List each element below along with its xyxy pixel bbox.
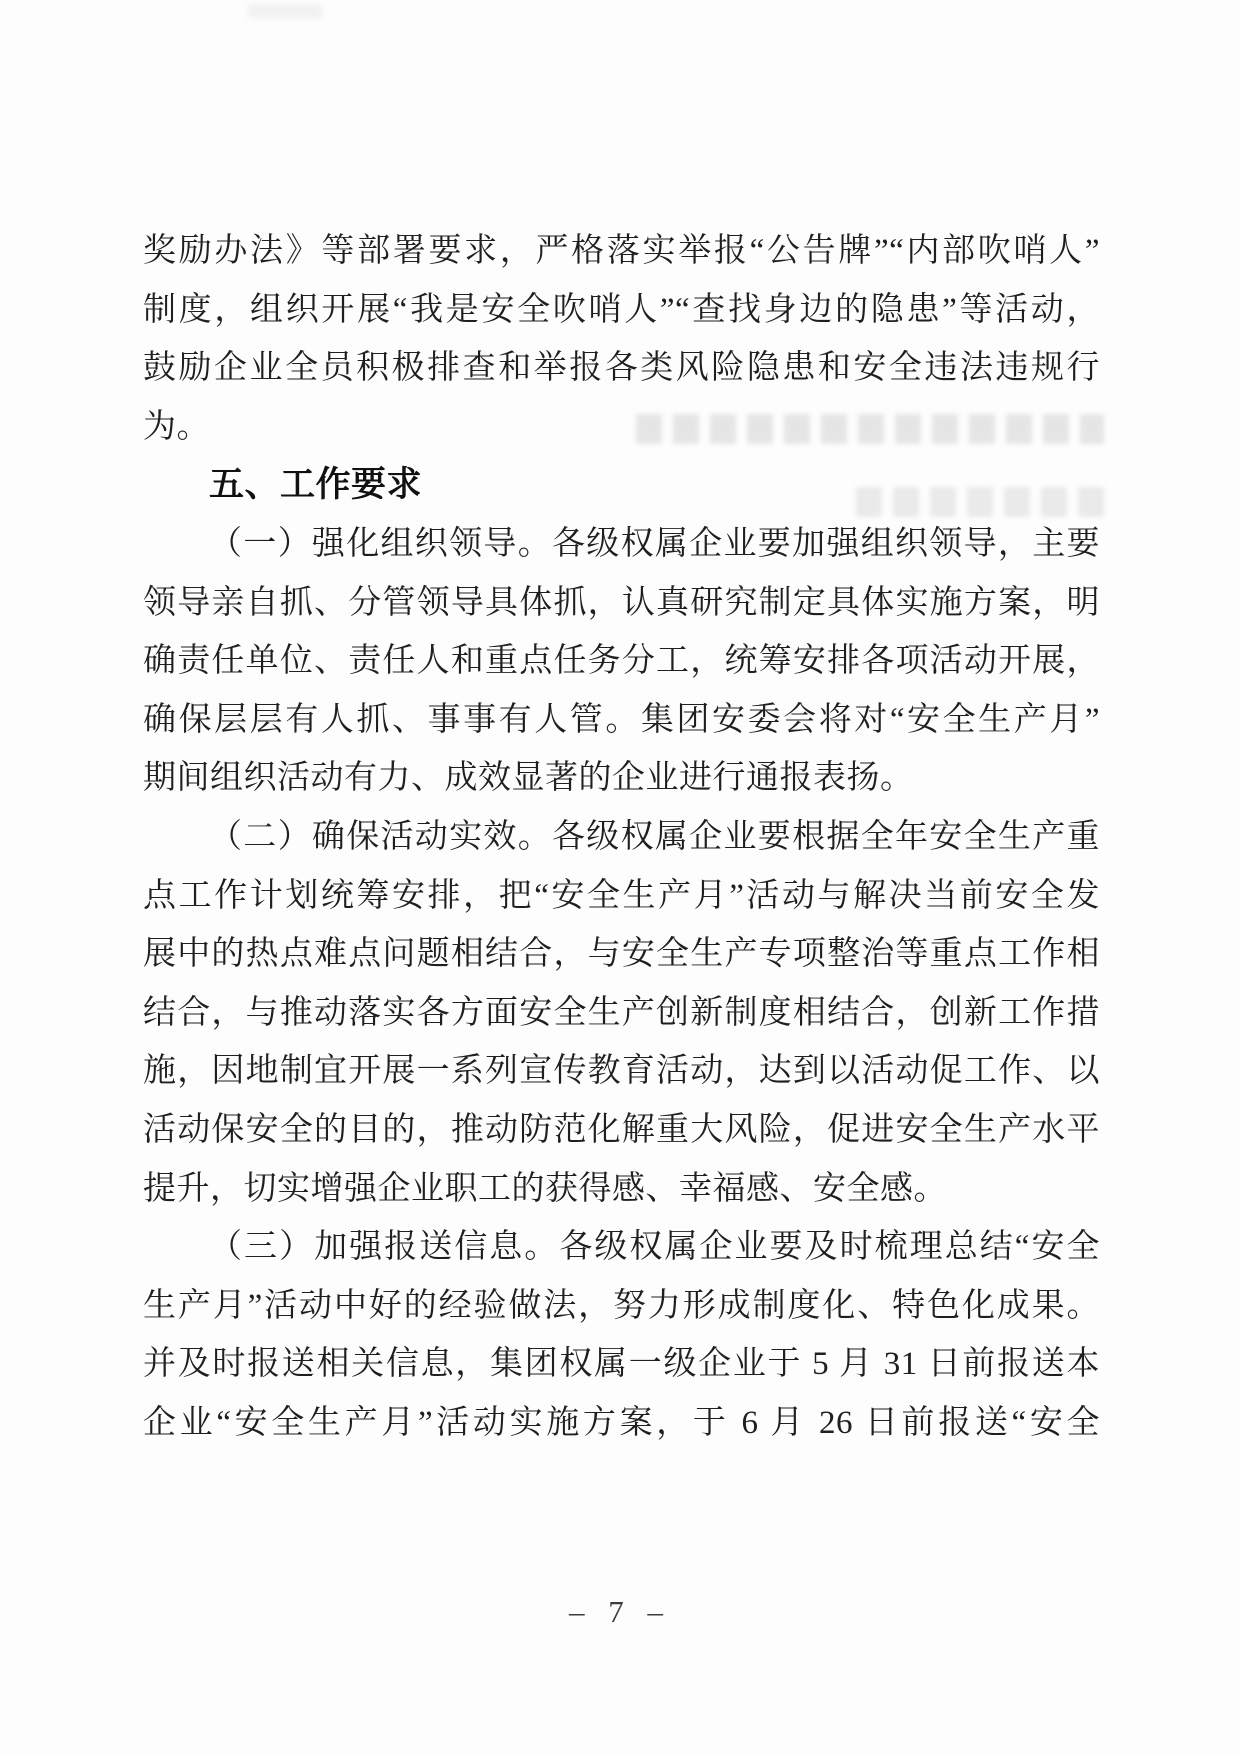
text-line: 结合，与推动落实各方面安全生产创新制度相结合，创新工作措 bbox=[143, 994, 1100, 1031]
text-line: 奖励办法》等部署要求，严格落实举报“公告牌”“内部吹哨人” bbox=[143, 233, 1100, 269]
text-line: （二）确保活动实效。各级权属企业要根据全年安全生产重 bbox=[209, 818, 1100, 855]
text-line: 点工作计划统筹安排，把“安全生产月”活动与解决当前安全发 bbox=[143, 877, 1100, 914]
text-line: 制度，组织开展“我是安全吹哨人”“查找身边的隐患”等活动， bbox=[143, 291, 1100, 328]
text-line: （一）强化组织领导。各级权属企业要加强组织领导，主要 bbox=[209, 525, 1100, 562]
text-line: 确责任单位、责任人和重点任务分工，统筹安排各项活动开展， bbox=[143, 643, 1100, 680]
document-body bbox=[143, 222, 1100, 1452]
text-line: 企业“安全生产月”活动实施方案，于 6 月 26 日前报送“安全 bbox=[143, 1404, 1100, 1441]
page-number: – 7 – bbox=[569, 1594, 671, 1629]
text-line: 活动保安全的目的，推动防范化解重大风险，促进安全生产水平 bbox=[143, 1111, 1100, 1148]
text-line: 期间组织活动有力、成效显著的企业进行通报表扬。 bbox=[143, 760, 914, 797]
text-line: 提升，切实增强企业职工的获得感、幸福感、安全感。 bbox=[143, 1170, 947, 1207]
text-line: 鼓励企业全员积极排查和举报各类风险隐患和安全违法违规行 bbox=[143, 350, 1100, 387]
scan-noise-artifact bbox=[248, 4, 322, 18]
text-line: 展中的热点难点问题相结合，与安全生产专项整治等重点工作相 bbox=[143, 936, 1100, 973]
text-line: 生产月”活动中好的经验做法，努力形成制度化、特色化成果。 bbox=[143, 1287, 1100, 1324]
text-line: 为。 bbox=[143, 408, 210, 445]
text-line: 领导亲自抓、分管领导具体抓，认真研究制定具体实施方案，明 bbox=[143, 584, 1100, 621]
text-line: 确保层层有人抓、事事有人管。集团安委会将对“安全生产月” bbox=[143, 701, 1100, 738]
text-line: （三）加强报送信息。各级权属企业要及时梳理总结“安全 bbox=[209, 1229, 1100, 1266]
section-heading: 五、工作要求 bbox=[209, 465, 423, 505]
text-line: 施，因地制宜开展一系列宣传教育活动，达到以活动促工作、以 bbox=[143, 1053, 1100, 1090]
text-line: 并及时报送相关信息，集团权属一级企业于 5 月 31 日前报送本 bbox=[143, 1346, 1100, 1383]
